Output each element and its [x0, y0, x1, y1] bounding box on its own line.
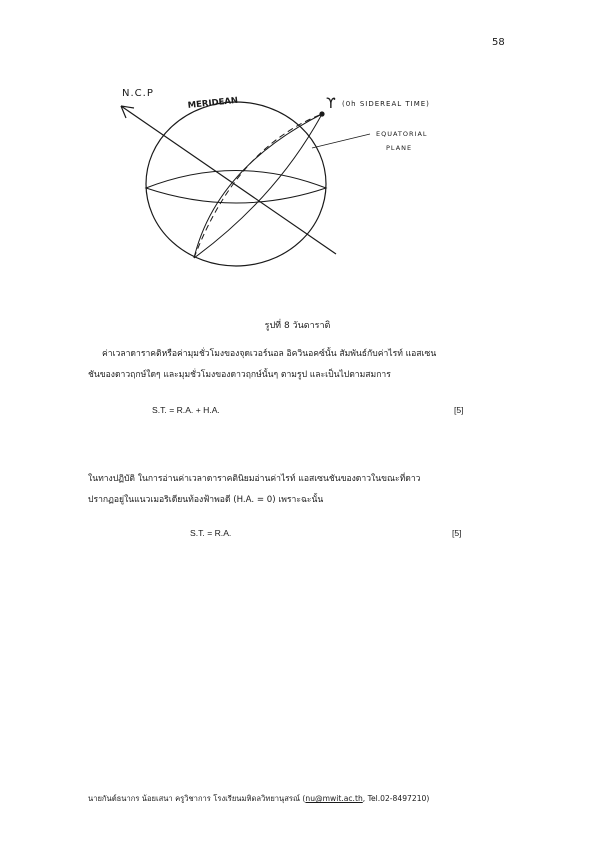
equation-2-number: [5] [452, 528, 462, 538]
page-number: 58 [492, 37, 505, 48]
plane-label: PLANE [386, 144, 413, 152]
aries-point [319, 111, 324, 116]
paragraph-2-line-2: ปรากฏอยู่ในแนวเมอริเดียนท้องฟ้าพอดี (H.A. = 0) เพราะฉะนั้น [88, 495, 324, 505]
sidereal-label: (0h SIDEREAL TIME) [342, 100, 430, 108]
paragraph-2-line-1: ในทางปฏิบัติ ในการอ่านค่าเวลาดาราคตินิยมอ่านค่าไรท์ แอสเซนชันของดาวในขณะที่ดาว [88, 474, 421, 484]
page-footer [88, 793, 429, 805]
paragraph-1-line-1: ค่าเวลาดาราคติหรือค่ามุมชั่วโมงของจุดเวอร์นอล อิควินอคซ์นั้น สัมพันธ์กับค่าไรท์ แอสเซน [102, 349, 437, 359]
hour-circle-line [194, 114, 322, 258]
footer-author: นายกันต์ธนากร น้อยเสนา ครูวิชาการ โรงเรียนมหิดลวิทยานุสรณ์ ( [88, 794, 306, 803]
figure-caption: รูปที่ 8 วันดาราติ [264, 321, 331, 331]
equatorial-plane-arc [194, 114, 322, 258]
equation-1: S.T. = R.A. + H.A. [152, 405, 220, 415]
footer-contact: , Tel.02-8497210) [362, 794, 430, 803]
equation-1-number: [5] [454, 405, 464, 415]
equatorial-label: EQUATORIAL [376, 130, 428, 138]
dashed-meridian [194, 114, 322, 258]
celestial-sphere-figure [86, 78, 516, 300]
paragraph-1-line-2: ชันของดาวฤกษ์ใดๆ และมุมชั่วโมงของดาวฤกษ์นั้นๆ ตามรูป และเป็นไปตามสมการ [88, 370, 391, 380]
equation-2: S.T. = R.A. [190, 528, 232, 538]
ncp-label: N.C.P [122, 88, 154, 99]
meridean-label: MERIDEAN [187, 95, 239, 111]
celestial-sphere-diagram [86, 78, 516, 300]
footer-email-link[interactable]: nu@mwit.ac.th [305, 794, 363, 803]
equatorial-pointer [312, 134, 370, 148]
aries-symbol: ϒ [326, 96, 336, 112]
celestial-equator [146, 171, 326, 204]
